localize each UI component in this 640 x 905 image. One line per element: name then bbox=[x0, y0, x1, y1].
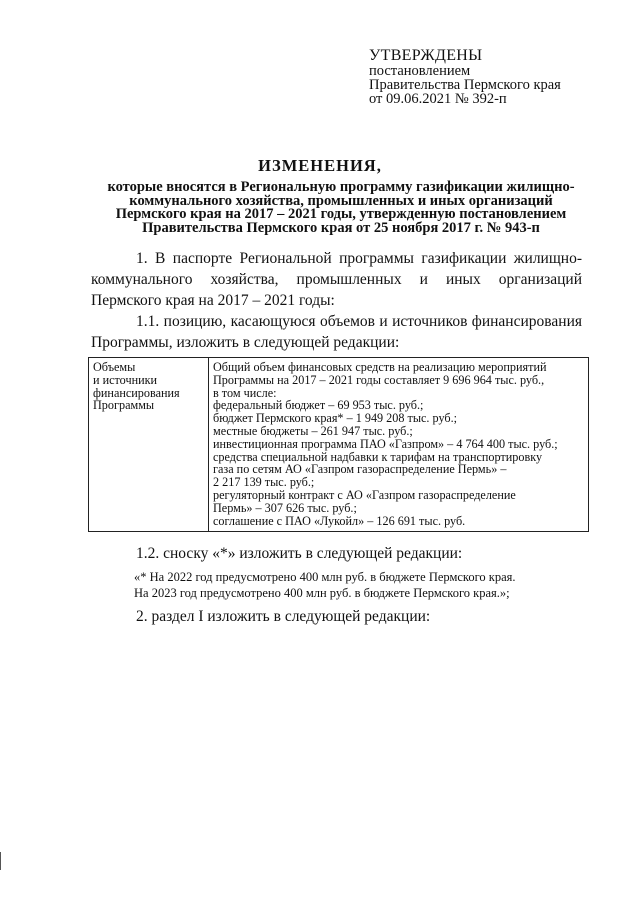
paragraph-1-2: 1.2. сноску «*» изложить в следующей редакции: bbox=[136, 545, 463, 562]
table-row bbox=[89, 358, 589, 532]
subtitle-line: Правительства Пермского края от 25 ноября 2017 г. № 943-п bbox=[142, 219, 540, 236]
subtitle-line: коммунального хозяйства, промышленных и иных организаций bbox=[129, 192, 553, 209]
table-content-line: регуляторный контракт с АО «Газпром газораспределение bbox=[213, 487, 516, 502]
table-content-line: местные бюджеты – 261 947 тыс. руб.; bbox=[213, 423, 413, 438]
document-title: ИЗМЕНЕНИЯ, bbox=[258, 156, 382, 175]
table-content-cell bbox=[209, 358, 589, 532]
paragraph-2: 2. раздел I изложить в следующей редакции: bbox=[136, 608, 431, 625]
table-content-line: соглашение с ПАО «Лукойл» – 126 691 тыс. руб. bbox=[213, 513, 466, 528]
approval-heading: УТВЕРЖДЕНЫ bbox=[369, 47, 483, 64]
footnote-text bbox=[134, 570, 516, 601]
document-subtitle bbox=[92, 181, 590, 235]
subtitle-line: Пермского края на 2017 – 2021 годы, утвержденную постановлением bbox=[115, 206, 567, 222]
table-content-line: в том числе: bbox=[213, 385, 277, 400]
table-content-line: 2 217 139 тыс. руб.; bbox=[213, 475, 315, 490]
footnote-line: «* На 2022 год предусмотрено 400 млн руб. в бюджете Пермского края. bbox=[134, 570, 516, 584]
table-content-line: Общий объем финансовых средств на реализацию мероприятий bbox=[213, 360, 547, 374]
approval-line: постановлением bbox=[369, 63, 471, 79]
table-label-line: Программы bbox=[93, 398, 155, 413]
approval-date-number: от 09.06.2021 № 392-п bbox=[369, 91, 507, 107]
table-label-line: финансирования bbox=[93, 385, 180, 400]
table-content-line: бюджет Пермского края* – 1 949 208 тыс. руб.; bbox=[213, 411, 458, 426]
approval-block bbox=[369, 48, 561, 106]
table-content-line: средства специальной надбавки к тарифам на транспортировку bbox=[213, 449, 543, 464]
table-label-line: и источники bbox=[93, 372, 158, 387]
paragraph-1: 1. В паспорте Региональной программы газификации жилищно-коммунального хозяйства, промышленных и иных организаций Пермского края на 2017 – 2021 годы: bbox=[91, 250, 582, 309]
footnote-line: На 2023 год предусмотрено 400 млн руб. в бюджете Пермского края.»; bbox=[134, 585, 510, 600]
table-content-line: федеральный бюджет – 69 953 тыс. руб.; bbox=[213, 398, 424, 413]
table-label-line: Объемы bbox=[93, 360, 136, 374]
table-content-line: инвестиционная программа ПАО «Газпром» – 4 764 400 тыс. руб.; bbox=[213, 436, 558, 451]
table-content-line: газа по сетям АО «Газпром газораспределение Пермь» – bbox=[213, 462, 507, 477]
scan-edge-mark bbox=[0, 852, 1, 870]
paragraph-1-1: 1.1. позицию, касающуюся объемов и источников финансирования Программы, изложить в следующей редакции: bbox=[91, 313, 582, 351]
financing-table bbox=[88, 357, 589, 532]
table-content-line: Пермь» – 307 626 тыс. руб.; bbox=[213, 500, 357, 515]
subtitle-line: которые вносятся в Региональную программу газификации жилищно- bbox=[107, 179, 575, 195]
table-label-cell bbox=[89, 358, 209, 532]
approval-line: Правительства Пермского края bbox=[369, 77, 561, 93]
table-content-line: Программы на 2017 – 2021 годы составляет 9 696 964 тыс. руб., bbox=[213, 372, 545, 387]
